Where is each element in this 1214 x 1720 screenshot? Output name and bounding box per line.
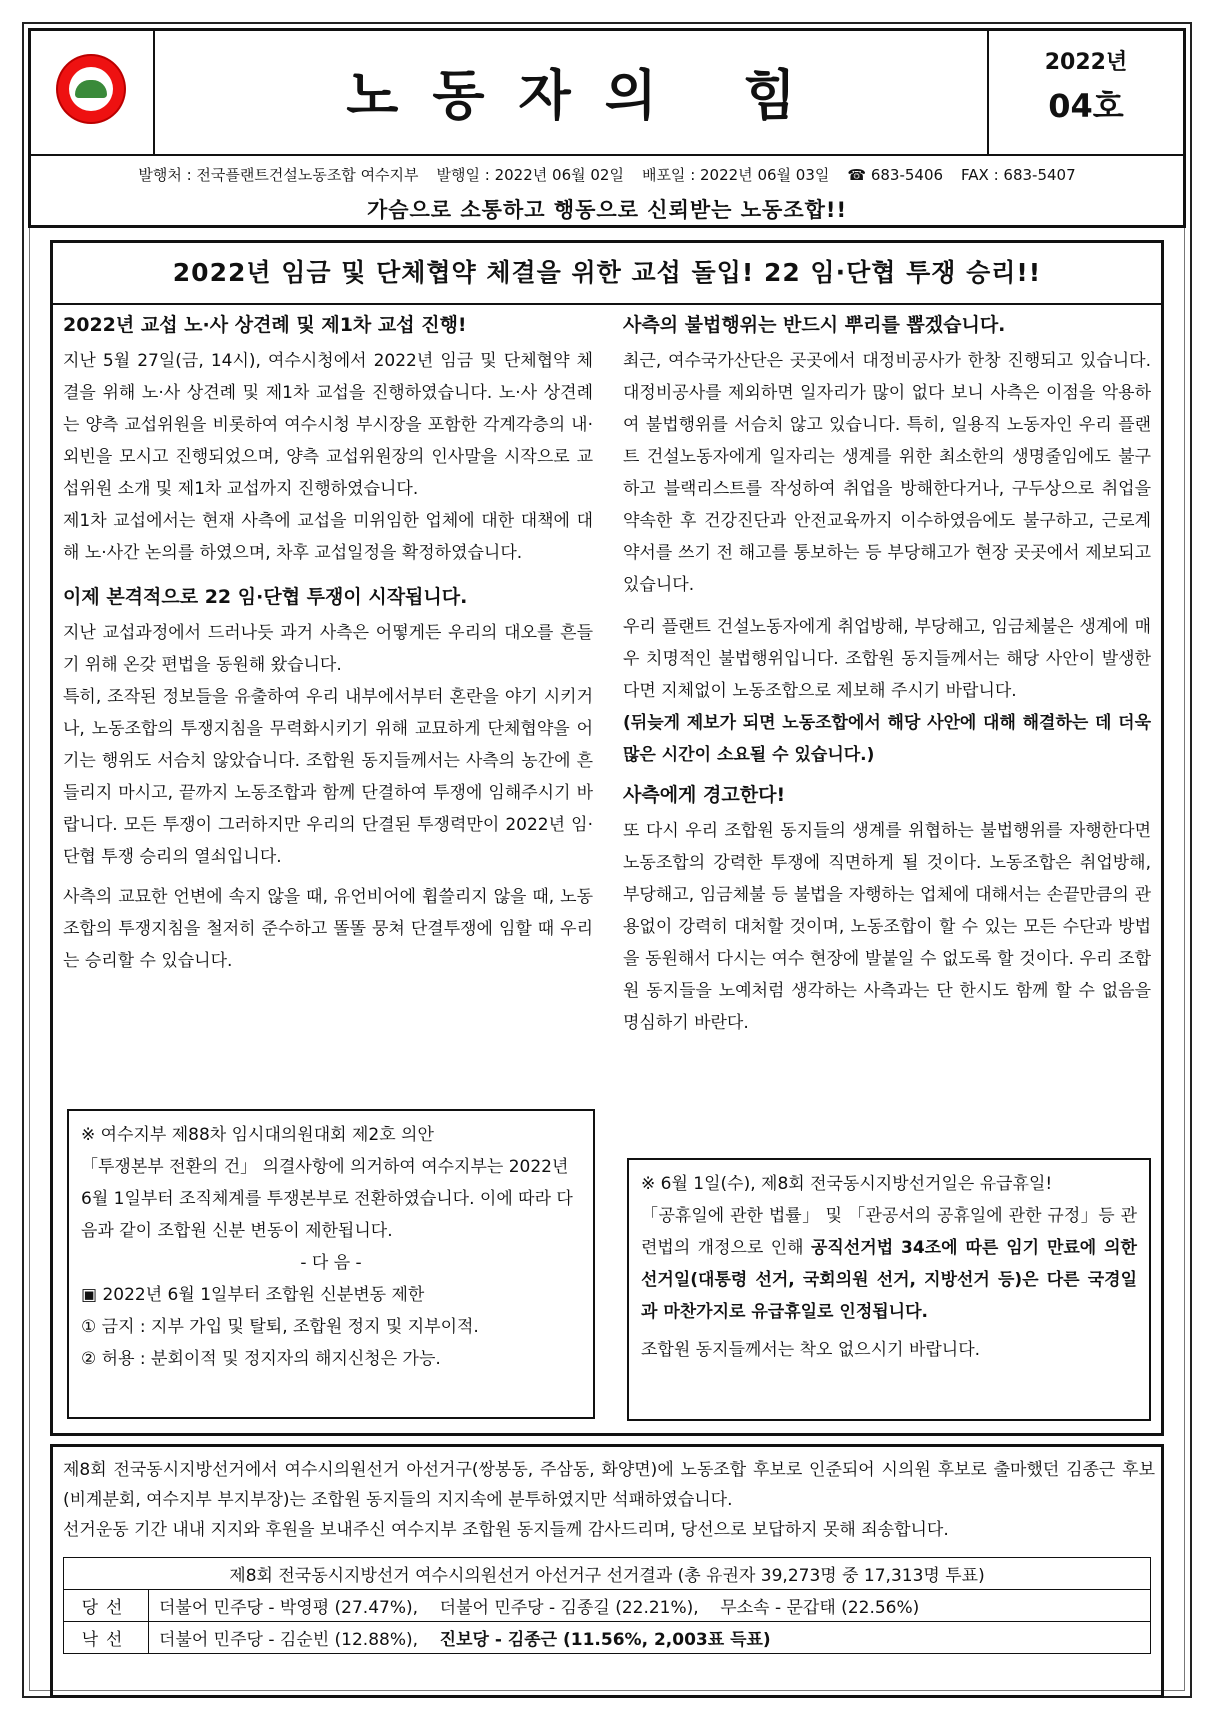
paragraph: 제1차 교섭에서는 현재 사측에 교섭을 미위임한 업체에 대한 대책에 대해 노·사간 논의를 하였으며, 차후 교섭일정을 확정하였습니다. — [63, 511, 593, 563]
headline: 2022년 임금 및 단체협약 체결을 위한 교섭 돌입! 22 임·단협 투쟁 승리!! — [53, 243, 1161, 305]
election-results-table — [63, 1557, 1151, 1654]
slogan: 가슴으로 소통하고 행동으로 신뢰받는 노동조합!! — [366, 198, 848, 222]
section-heading: 사측의 불법행위는 반드시 뿌리를 뽑겠습니다. — [623, 314, 1006, 336]
right-column — [623, 311, 1151, 1039]
publication-info — [31, 164, 1183, 185]
distribution-date: 배포일 : 2022년 06월 03일 — [641, 166, 830, 184]
box-item: ① 금지 : 지부 가입 및 탈퇴, 조합원 정지 및 지부이적. — [81, 1317, 479, 1337]
main-article — [50, 240, 1164, 1436]
publisher: 발행처 : 전국플랜트건설노동조합 여수지부 — [138, 166, 419, 184]
notice-box-struggle-hq — [67, 1109, 595, 1419]
publish-date: 발행일 : 2022년 06월 02일 — [436, 166, 624, 184]
paragraph: 지난 5월 27일(금, 14시), 여수시청에서 2022년 임금 및 단체협약 체결을 위해 노·사 상견례 및 제1차 교섭을 진행하였습니다. 노·사 상견례는 양측 교섭위원을 비롯하여 여수시청 부시장을 포함한 각계각층의 내·외빈을 모시고 진행되었으며, 양측 교섭위원장의 인사말을 시작으로 교섭위원 소개 및 제1차 교섭까지 진행하였습니다. — [63, 351, 593, 499]
issue-number: 04호 — [1048, 87, 1124, 125]
table-row — [64, 1590, 1151, 1622]
newsletter-title: 노동자의 힘 — [346, 63, 830, 127]
phone-number: ☎ 683-5406 — [847, 166, 944, 184]
masthead — [28, 28, 1186, 228]
union-candidate-result: 진보당 - 김종근 (11.56%, 2,003표 득표) — [439, 1630, 771, 1650]
row-label-elected: 당선 — [64, 1590, 149, 1622]
box-separator: - 다 음 - — [300, 1253, 362, 1273]
issue-year: 2022년 — [1044, 50, 1128, 75]
box-item: ▣ 2022년 6월 1일부터 조합원 신분변동 제한 — [81, 1285, 425, 1305]
paragraph: 또 다시 우리 조합원 동지들의 생계를 위협하는 불법행위를 자행한다면 노동조합의 강력한 투쟁에 직면하게 될 것이다. 노동조합은 취업방해, 부당해고, 임금체불 등 불법을 자행하는 업체에 대해서는 손끝만큼의 관용없이 강력히 대처할 것이며, 노동조합이 할 수 있는 모든 수단과 방법을 동원해서 다시는 여수 현장에 발붙일 수 없도록 할 것이다. 우리 조합원 동지들을 노예처럼 생각하는 사측과는 단 한시도 함께 할 수 없음을 명심하기 바란다. — [623, 821, 1151, 1033]
defeated-candidate: 더불어 민주당 - 김순빈 (12.88%), — [159, 1630, 440, 1650]
section-heading: 이제 본격적으로 22 임·단협 투쟁이 시작됩니다. — [63, 586, 468, 608]
fax-number: FAX : 683-5407 — [961, 166, 1076, 184]
election-notice — [50, 1444, 1164, 1698]
paragraph: 특히, 조작된 정보들을 유출하여 우리 내부에서부터 혼란을 야기 시키거나, 노동조합의 투쟁지침을 무력화시키기 위해 교묘하게 단체협약을 어기는 행위도 서슴치 않았습니다. 조합원 동지들께서는 사측의 농간에 흔들리지 마시고, 끝까지 노동조합과 함께 단결하여 투쟁에 임해주시기 바랍니다. 모든 투쟁이 그러하지만 우리의 단결된 투쟁력만이 2022년 임·단협 투쟁 승리의 열쇠입니다. — [63, 687, 593, 867]
section-heading: 사측에게 경고한다! — [623, 784, 786, 806]
box-item: ② 허용 : 분회이적 및 정지자의 해지신청은 가능. — [81, 1349, 441, 1369]
box-title: ※ 6월 1일(수), 제8회 전국동시지방선거일은 유급휴일! — [641, 1174, 1053, 1194]
box-body: 조합원 동지들께서는 착오 없으시기 바랍니다. — [641, 1340, 981, 1360]
row-label-defeated: 낙선 — [64, 1622, 149, 1654]
notice-paragraph: 선거운동 기간 내내 지지와 후원을 보내주신 여수지부 조합원 동지들께 감사드리며, 당선으로 보답하지 못해 죄송합니다. — [63, 1520, 949, 1540]
notice-paragraph: 제8회 전국동시지방선거에서 여수시의원선거 아선거구(쌍봉동, 주삼동, 화양면)에 노동조합 후보로 인준되어 시의원 후보로 출마했던 김종근 후보(비계분회, 여수지부 부지부장)는 조합원 동지들의 지지속에 분투하였지만 석패하였습니다. — [63, 1460, 1155, 1510]
table-row — [64, 1558, 1151, 1590]
section-heading: 2022년 교섭 노·사 상견례 및 제1차 교섭 진행! — [63, 314, 467, 336]
notice-box-holiday — [627, 1158, 1151, 1421]
box-body: 「공휴일에 관한 법률」 및 「관공서의 공휴일에 관한 규정」등 관련법의 개정으로 인해 — [641, 1206, 1137, 1258]
left-column — [63, 311, 593, 977]
union-logo-icon — [58, 56, 124, 122]
paragraph: 지난 교섭과정에서 드러나듯 과거 사측은 어떻게든 우리의 대오를 흔들기 위해 온갖 편법을 동원해 왔습니다. — [63, 623, 593, 675]
elected-candidates: 더불어 민주당 - 박영평 (27.47%), 더불어 민주당 - 김종길 (22.21%), 무소속 - 문갑태 (22.56%) — [149, 1590, 1151, 1622]
box-body-bold: 공직선거법 34조에 따른 임기 만료에 의한 선거일(대통령 선거, 국회의원 선거, 지방선거 등)은 다른 국경일과 마찬가지로 유급휴일로 인정됩니다. — [641, 1238, 1137, 1322]
box-body: 「투쟁본부 전환의 건」 의결사항에 의거하여 여수지부는 2022년 6월 1일부터 조직체계를 투쟁본부로 전환하였습니다. 이에 따라 다음과 같이 조합원 신분 변동이 제한됩니다. — [81, 1157, 573, 1241]
paragraph: 최근, 여수국가산단은 곳곳에서 대정비공사가 한창 진행되고 있습니다. 대정비공사를 제외하면 일자리가 많이 없다 보니 사측은 이점을 악용하여 불법행위를 서슴치 않고 있습니다. 특히, 일용직 노동자인 우리 플랜트 건설노동자에게 일자리는 생계를 위한 최소한의 생명줄임에도 불구하고 블랙리스트를 작성하여 취업을 방해한다거나, 구두상으로 취업을 약속한 후 건강진단과 안전교육까지 이수하였음에도 불구하고, 근로계약서를 쓰기 전 해고를 통보하는 등 부당해고가 현장 곳곳에서 제보되고 있습니다. — [623, 351, 1151, 595]
paragraph-bold: (뒤늦게 제보가 되면 노동조합에서 해당 사안에 대해 해결하는 데 더욱 많은 시간이 소요될 수 있습니다.) — [623, 713, 1151, 765]
paragraph: 사측의 교묘한 언변에 속지 않을 때, 유언비어에 휩쓸리지 않을 때, 노동조합의 투쟁지침을 철저히 준수하고 똘똘 뭉쳐 단결투쟁에 임할 때 우리는 승리할 수 있습니다. — [63, 887, 593, 971]
table-row — [64, 1622, 1151, 1654]
table-title: 제8회 전국동시지방선거 여수시의원선거 아선거구 선거결과 (총 유권자 39,273명 중 17,313명 투표) — [64, 1558, 1151, 1590]
box-title: ※ 여수지부 제88차 임시대의원대회 제2호 의안 — [81, 1125, 434, 1145]
paragraph: 우리 플랜트 건설노동자에게 취업방해, 부당해고, 임금체불은 생계에 매우 치명적인 불법행위입니다. 조합원 동지들께서는 해당 사안이 발생한다면 지체없이 노동조합으로 제보해 주시기 바랍니다. — [623, 617, 1151, 701]
